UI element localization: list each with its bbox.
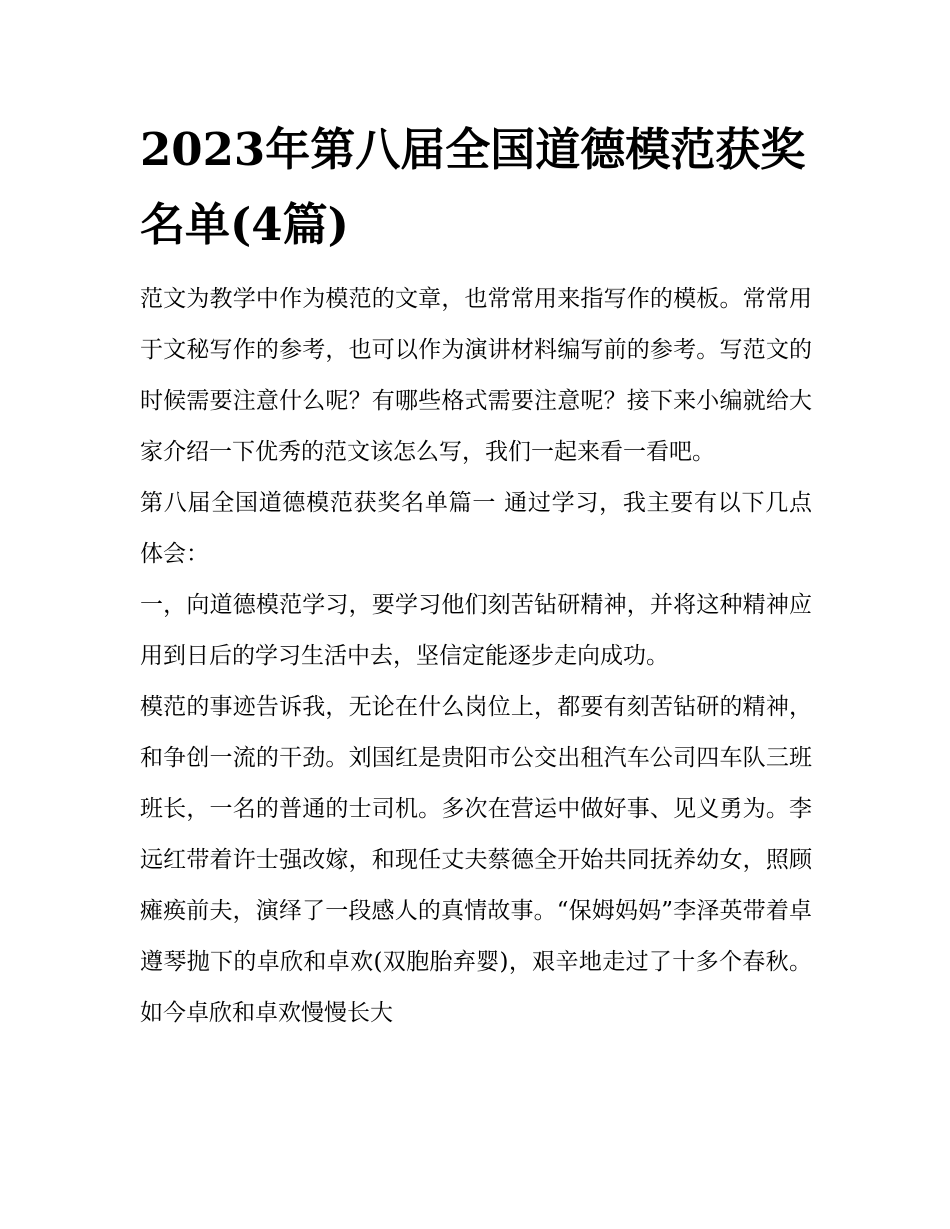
paragraph-examples: 模范的事迹告诉我，无论在什么岗位上，都要有刻苦钻研的精神，和争创一流的干劲。刘国红是贵阳市公交出租汽车公司四车队三班班长，一名的普通的士司机。多次在营运中做好事、见义勇为。李远红带着许士强改嫁，和现任丈夫蔡德全开始共同抚养幼女，照顾瘫痪前夫，演绎了一段感人的真情故事。“保姆妈妈”李泽英带着卓遵琴抛下的卓欣和卓欢(双胞胎弃婴)，艰辛地走过了十多个春秋。如今卓欣和卓欢慢慢长大: [140, 694, 812, 1026]
paragraph-section-heading: 第八届全国道德模范获奖名单篇一 通过学习，我主要有以下几点体会：: [140, 490, 812, 567]
paragraph-point-one: 一，向道德模范学习，要学习他们刻苦钻研精神，并将这种精神应用到日后的学习生活中去，坚信定能逐步走向成功。: [140, 592, 812, 669]
document-body: [140, 274, 812, 1039]
document-title: 2023年第八届全国道德模范获奖名单(4篇): [140, 123, 806, 251]
paragraph-intro: 范文为教学中作为模范的文章，也常常用来指写作的模板。常常用于文秘写作的参考，也可以作为演讲材料编写前的参考。写范文的时候需要注意什么呢？有哪些格式需要注意呢？接下来小编就给大家介绍一下优秀的范文该怎么写，我们一起来看一看吧。: [140, 286, 812, 465]
